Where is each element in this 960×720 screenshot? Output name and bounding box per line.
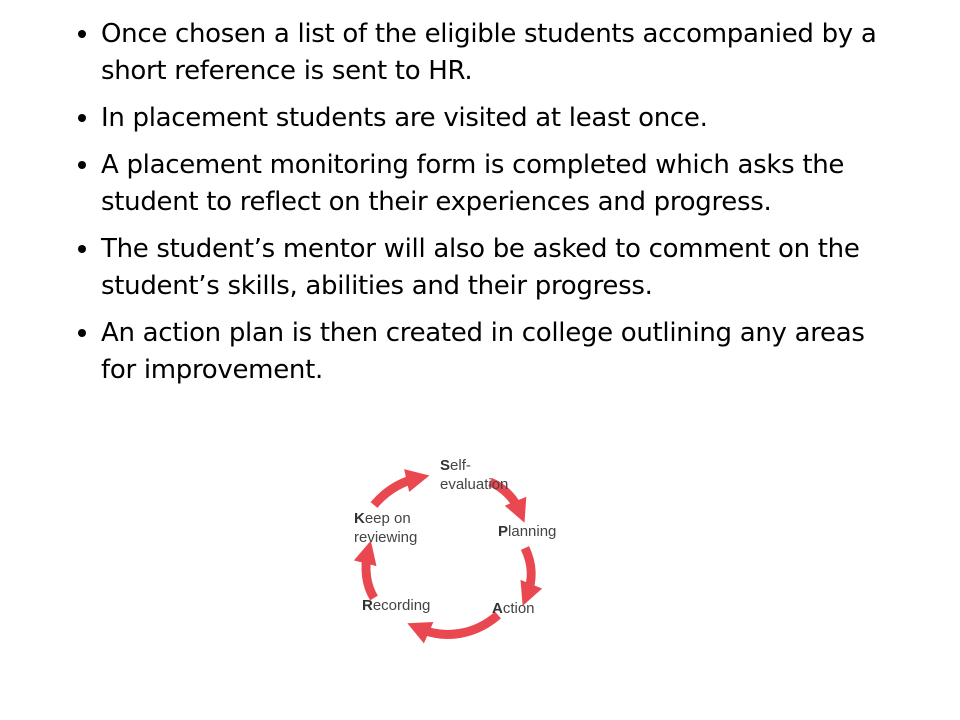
cycle-arrow [374,478,418,505]
bullet-item [75,16,905,90]
cycle-step-keep-on-reviewing [354,509,417,547]
step-initial: A [492,600,503,617]
cycle-arrow [525,548,531,595]
step-initial: R [362,597,373,614]
bullet-text: An action plan is then created in college outlining any areas for improvement. [101,318,865,385]
bullet-item [75,315,905,389]
step-text: reviewing [354,529,418,546]
bullet-text: Once chosen a list of the eligible students accompanied by a short reference is sent to HR. [101,19,877,86]
bullet-text: A placement monitoring form is completed which asks the student to reflect on their experiences and progress. [101,150,845,217]
bullet-list [75,16,905,399]
bullet-text: The student’s mentor will also be asked to comment on the student’s skills, abilities and their progress. [101,234,860,301]
cycle-step-recording [362,596,430,615]
step-text: eep on [364,510,411,527]
cycle-arrow [366,552,374,598]
step-text: lanning [508,523,557,540]
step-initial: S [440,457,451,474]
step-initial: K [354,510,365,527]
step-text: evaluation [440,476,509,493]
cycle-step-self-evaluation [440,456,508,494]
step-text: ction [502,600,535,617]
step-initial: P [498,523,509,540]
cycle-arrow [418,615,498,634]
step-text: ecording [372,597,431,614]
bullet-text: In placement students are visited at least once. [101,103,708,133]
bullet-item [75,231,905,305]
bullet-item [75,147,905,221]
cycle-step-planning [498,522,556,541]
review-cycle-diagram [330,450,580,655]
cycle-step-action [492,599,535,618]
bullet-item [75,100,905,137]
step-text: elf- [450,457,471,474]
